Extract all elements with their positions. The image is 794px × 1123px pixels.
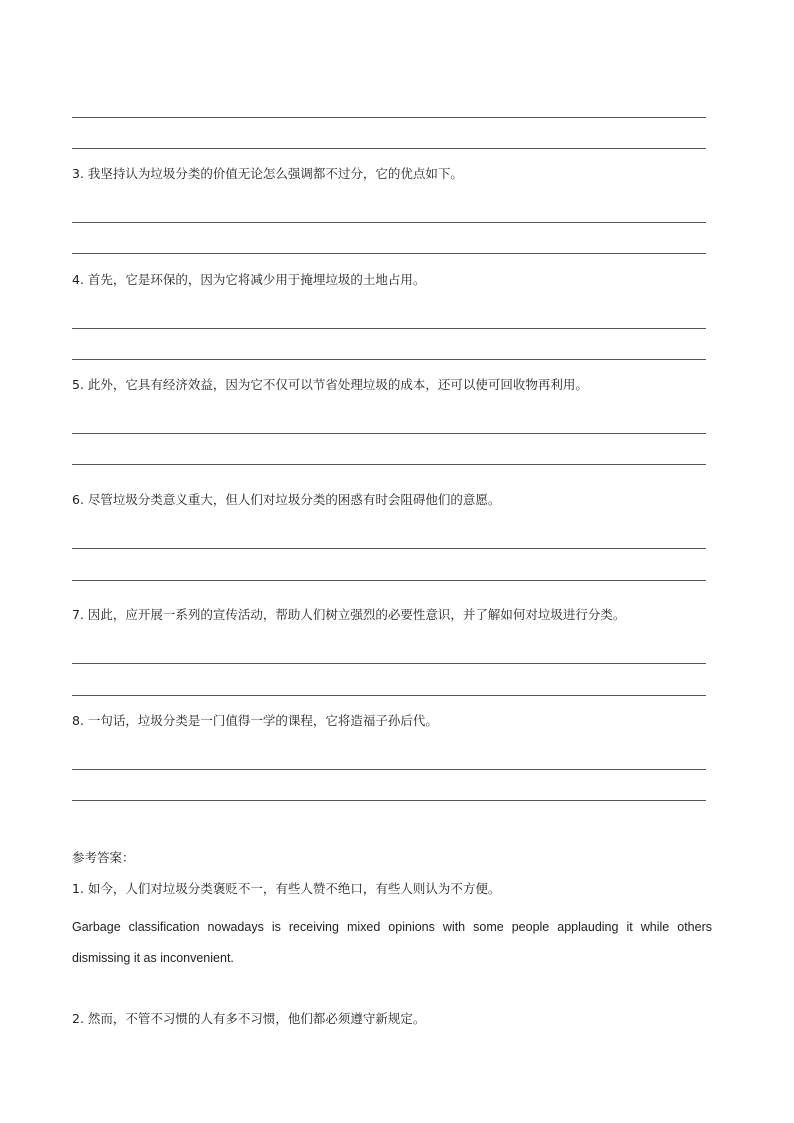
answer-line <box>72 328 706 329</box>
answer-line <box>72 222 706 223</box>
answer-line <box>72 253 706 254</box>
answers-title: 参考答案： <box>72 850 135 865</box>
question-8: 8. 一句话，垃圾分类是一门值得一学的课程，它将造福子孙后代。 <box>72 713 438 728</box>
answer-line <box>72 800 706 801</box>
answer-1-chinese: 1. 如今，人们对垃圾分类褒贬不一，有些人赞不绝口，有些人则认为不方便。 <box>72 881 501 896</box>
answer-line <box>72 117 706 118</box>
answer-line <box>72 695 706 696</box>
answer-line <box>72 464 706 465</box>
answer-line <box>72 359 706 360</box>
question-3: 3. 我坚持认为垃圾分类的价值无论怎么强调都不过分，它的优点如下。 <box>72 166 463 181</box>
answer-line <box>72 548 706 549</box>
question-6: 6. 尽管垃圾分类意义重大，但人们对垃圾分类的困惑有时会阻碍他们的意愿。 <box>72 492 501 507</box>
question-7: 7. 因此，应开展一系列的宣传活动，帮助人们树立强烈的必要性意识，并了解如何对垃圾进行分类。 <box>72 607 626 622</box>
answer-line <box>72 433 706 434</box>
question-4: 4. 首先，它是环保的，因为它将减少用于掩埋垃圾的土地占用。 <box>72 272 426 287</box>
question-5: 5. 此外，它具有经济效益，因为它不仅可以节省处理垃圾的成本，还可以使可回收物再利用。 <box>72 377 588 392</box>
answer-line <box>72 580 706 581</box>
answer-line <box>72 148 706 149</box>
answer-2-chinese: 2. 然而，不管不习惯的人有多不习惯，他们都必须遵守新规定。 <box>72 1011 426 1026</box>
answer-1-english: Garbage classification nowadays is receiving mixed opinions with some people applauding it while others dismissing it as inconvenient. <box>72 920 712 965</box>
answer-line <box>72 769 706 770</box>
answer-line <box>72 663 706 664</box>
